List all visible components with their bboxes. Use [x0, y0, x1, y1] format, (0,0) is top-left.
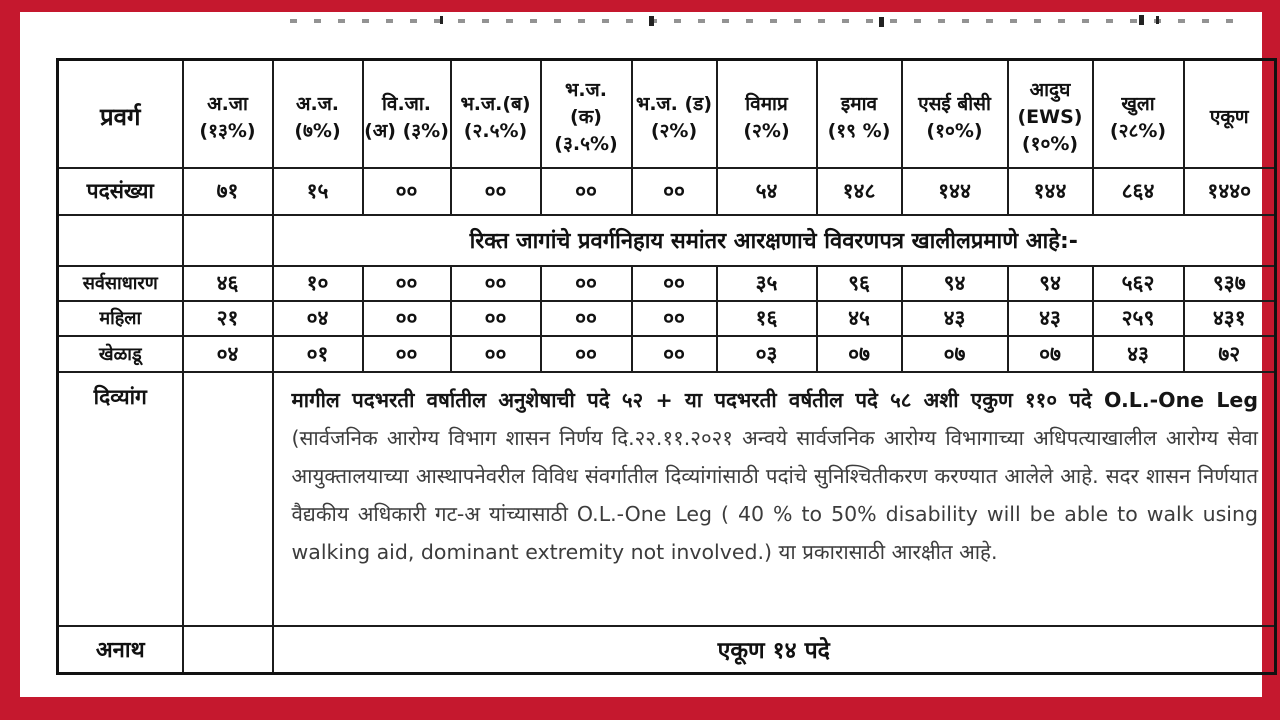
cell-value: ०४ [183, 336, 273, 372]
header-label: भ.ज. [565, 79, 607, 102]
divyang-row [58, 372, 1276, 626]
cell-value: ९४ [902, 266, 1008, 301]
cell-value: ०० [541, 336, 632, 372]
row-label-anath: अनाथ [58, 626, 183, 674]
col-header-vimapra [717, 60, 817, 168]
divyang-paragraph-bold: मागील पदभरती वर्षातील अनुशेषाची पदे ५२ + या पदभरती वर्षतील पदे ५८ अशी एकुण ११० पदे O.L.-One Leg [291, 387, 1258, 412]
cell-value: ०० [632, 336, 717, 372]
header-label: इमाव [840, 92, 878, 115]
cell-value: १४८ [817, 168, 902, 215]
cell-value: ०० [451, 336, 541, 372]
header-label: खुला [1121, 92, 1155, 115]
col-header-imav [817, 60, 902, 168]
reservation-table [56, 58, 1277, 675]
cell-value: १५ [273, 168, 363, 215]
cell-value: ०० [632, 301, 717, 336]
cell-value: ४५ [817, 301, 902, 336]
header-label: आदुघ [1029, 79, 1071, 102]
cell-value: २१ [183, 301, 273, 336]
header-label: भ.ज.(ब) [460, 92, 531, 115]
category-row-general [58, 266, 1276, 301]
row-label-general: सर्वसाधारण [58, 266, 183, 301]
cell-value: ९४ [1008, 266, 1093, 301]
cell-value: २५९ [1093, 301, 1184, 336]
cell-value: ०७ [817, 336, 902, 372]
header-sub: (२%) [650, 119, 698, 142]
col-header-khula [1093, 60, 1184, 168]
cell-value: ७२ [1184, 336, 1276, 372]
divyang-description [273, 372, 1276, 626]
note-row [58, 215, 1276, 266]
cell-value: ५६२ [1093, 266, 1184, 301]
empty-cell [183, 372, 273, 626]
cell-value: ९३७ [1184, 266, 1276, 301]
header-label: वि.जा. [382, 92, 431, 115]
header-row [58, 60, 1276, 168]
cell-value: १४४० [1184, 168, 1276, 215]
header-sub: (१०%) [926, 119, 983, 142]
header-label: भ.ज. (ड) [635, 92, 713, 115]
empty-cell [183, 626, 273, 674]
anath-row [58, 626, 1276, 674]
cell-value: १० [273, 266, 363, 301]
col-header-ekun [1184, 60, 1276, 168]
header-label: अ.जा [207, 92, 248, 115]
category-row-sportsperson [58, 336, 1276, 372]
cell-value: ०७ [1008, 336, 1093, 372]
header-sub: (२%) [743, 119, 790, 142]
header-sub: (२८%) [1109, 119, 1167, 142]
header-sub: (क) [570, 106, 602, 129]
cell-value: ३५ [717, 266, 817, 301]
header-label: विमाप्र [745, 92, 788, 115]
clipped-headline-fragments [290, 19, 1250, 23]
row-label-sportsperson: खेळाडू [58, 336, 183, 372]
header-sub: (EWS) [1017, 106, 1083, 129]
cell-value: ०० [451, 301, 541, 336]
col-header-bhaj-d [632, 60, 717, 168]
col-header-pravarga [58, 60, 183, 168]
row-label-women: महिला [58, 301, 183, 336]
cell-value: ५४ [717, 168, 817, 215]
cell-value: ०० [632, 168, 717, 215]
cell-value: ७१ [183, 168, 273, 215]
category-row-women [58, 301, 1276, 336]
divyang-paragraph-rest: (सार्वजनिक आरोग्य विभाग शासन निर्णय दि.२२.११.२०२१ अन्वये सार्वजनिक आरोग्य विभागाच्या अधिपत्याखालील आरोग्य सेवा आयुक्तालयाच्या आस्थापनेवरील विविध संवर्गातील दिव्यांगांसाठी पदांचे सुनिश्चितीकरण करण्यात आलेले आहे. सदर शासन निर्णयात वैद्यकीय अधिकारी गट-अ यांच्यासाठी O.L.-One Leg ( 40 % to 50% disability will be able to walk using walking aid, dominant extremity not involved.) या प्रकारासाठी आरक्षीत आहे. [291, 425, 1258, 564]
cell-value: ०० [451, 168, 541, 215]
padsankhya-row [58, 168, 1276, 215]
header-label: अ.ज. [295, 92, 340, 115]
header-label: प्रवर्ग [99, 103, 141, 132]
cell-value: ८६४ [1093, 168, 1184, 215]
col-header-sebc [902, 60, 1008, 168]
row-label-divyang: दिव्यांग [58, 372, 183, 626]
cell-value: ०० [363, 168, 451, 215]
header-sub: (अ) (३%) [364, 119, 449, 142]
cell-value: १४४ [902, 168, 1008, 215]
col-header-vija [363, 60, 451, 168]
cell-value: ०० [363, 266, 451, 301]
row-label-padsankhya: पदसंख्या [58, 168, 183, 215]
cell-value: ०३ [717, 336, 817, 372]
cell-value: ०४ [273, 301, 363, 336]
cell-value: १६ [717, 301, 817, 336]
cell-value: ४३ [1008, 301, 1093, 336]
header-label: एकूण [1209, 106, 1249, 129]
cell-value: ४३१ [1184, 301, 1276, 336]
clipped-headline-specks [440, 16, 443, 24]
cell-value: १४४ [1008, 168, 1093, 215]
anath-total-posts: एकूण १४ पदे [273, 626, 1276, 674]
cell-value: ०० [541, 266, 632, 301]
cell-value: ०१ [273, 336, 363, 372]
header-sub2: (१०%) [1021, 133, 1079, 156]
empty-cell [58, 215, 183, 266]
cell-value: ४३ [1093, 336, 1184, 372]
header-sub: (२.५%) [463, 119, 528, 142]
col-header-ews [1008, 60, 1093, 168]
parallel-reservation-note: रिक्त जागांचे प्रवर्गनिहाय समांतर आरक्षणाचे विवरणपत्र खालीलप्रमाणे आहे:- [273, 215, 1276, 266]
cell-value: ४६ [183, 266, 273, 301]
header-sub: (१३%) [199, 119, 256, 142]
cell-value: ०७ [902, 336, 1008, 372]
cell-value: ०० [451, 266, 541, 301]
cell-value: ०० [541, 168, 632, 215]
cell-value: ०० [363, 336, 451, 372]
col-header-aja [183, 60, 273, 168]
header-sub2: (३.५%) [554, 133, 618, 156]
header-sub: (७%) [294, 119, 341, 142]
cell-value: ०० [541, 301, 632, 336]
col-header-bhaj-b [451, 60, 541, 168]
empty-cell [183, 215, 273, 266]
cell-value: ४३ [902, 301, 1008, 336]
cell-value: ०० [363, 301, 451, 336]
cell-value: ९६ [817, 266, 902, 301]
col-header-bhaj-k [541, 60, 632, 168]
col-header-aj [273, 60, 363, 168]
header-label: एसई बीसी [918, 92, 991, 115]
cell-value: ०० [632, 266, 717, 301]
header-sub: (१९ %) [827, 119, 891, 142]
